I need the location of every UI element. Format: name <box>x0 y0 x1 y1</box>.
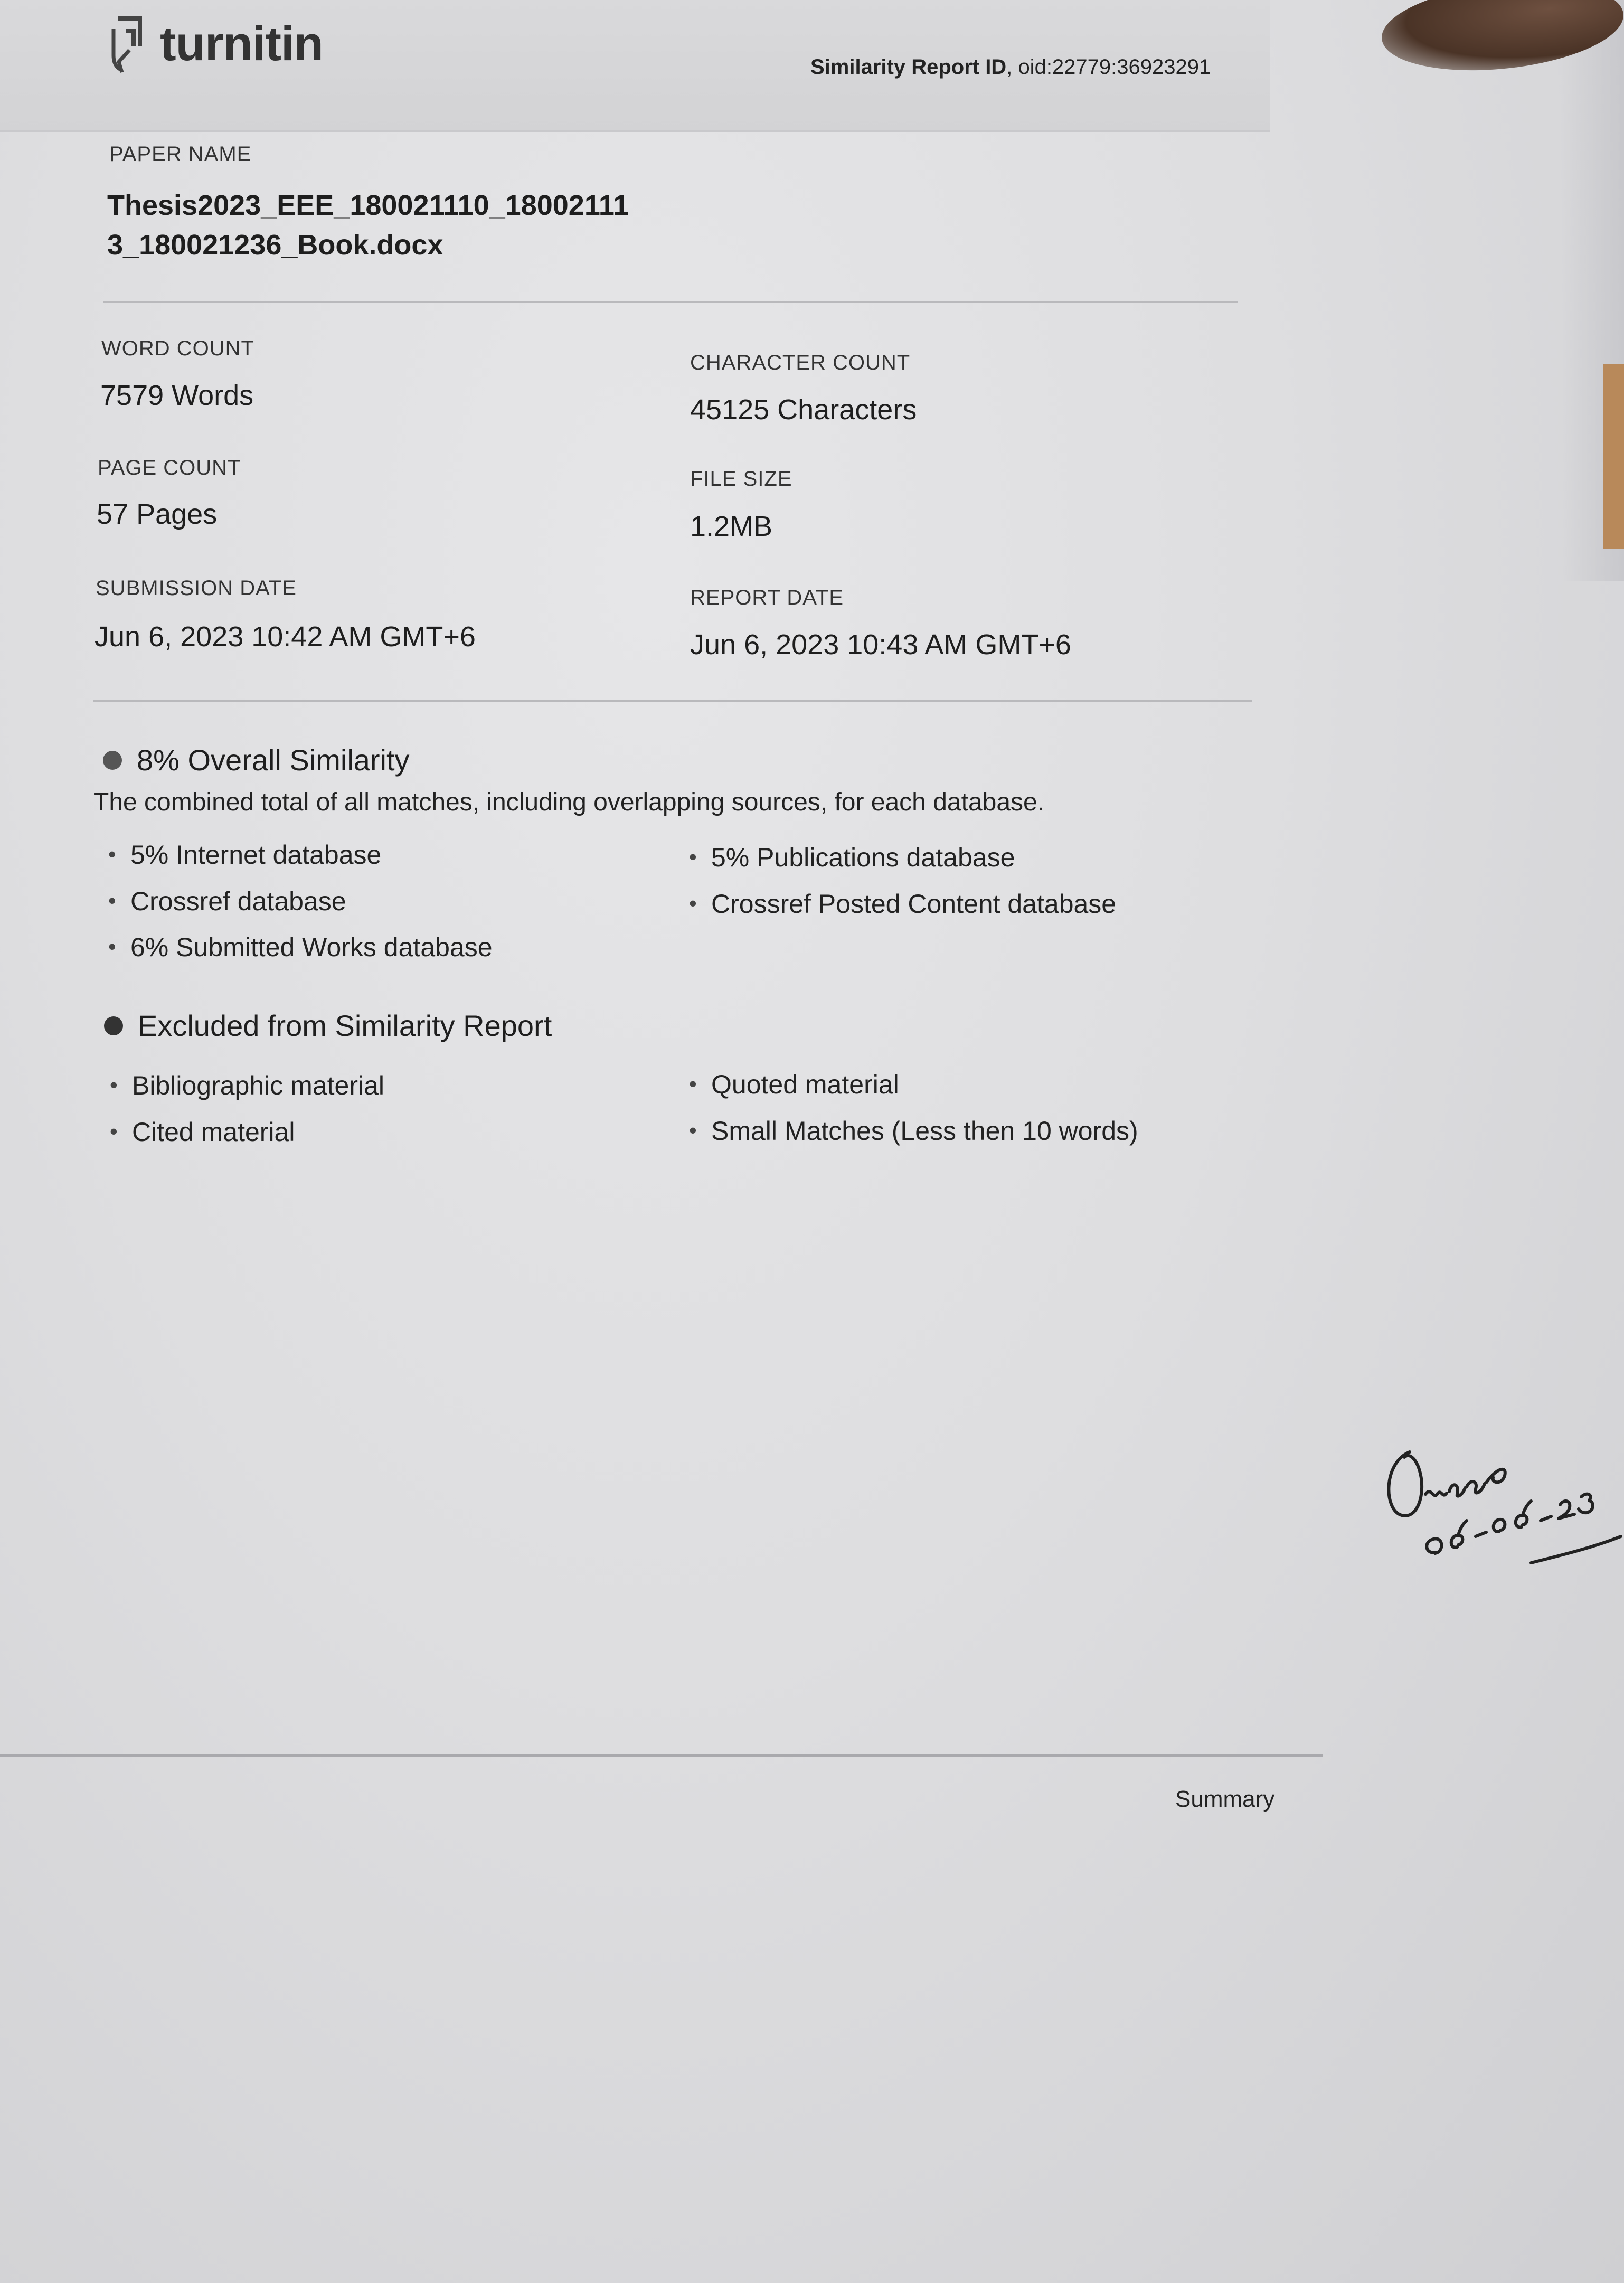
report-date-value: Jun 6, 2023 10:43 AM GMT+6 <box>690 629 1071 661</box>
excluded-item-small-matches: • Small Matches (Less then 10 words) <box>689 1116 1138 1146</box>
character-count-label: CHARACTER COUNT <box>690 351 911 374</box>
word-count-label: WORD COUNT <box>101 337 254 360</box>
similarity-item-internet: • 5% Internet database <box>108 839 381 870</box>
excluded-item-quoted: • Quoted material <box>689 1069 899 1100</box>
word-count-value: 7579 Words <box>100 380 254 411</box>
submission-date-value: Jun 6, 2023 10:42 AM GMT+6 <box>95 621 476 653</box>
paper-name-value <box>107 186 629 265</box>
similarity-bullet-icon <box>103 751 122 770</box>
report-header <box>0 0 1270 132</box>
excluded-bullet-icon <box>104 1016 123 1035</box>
overall-similarity-description: The combined total of all matches, including overlapping sources, for each database. <box>93 788 1045 816</box>
excluded-title <box>104 1008 552 1043</box>
desk-edge <box>1603 364 1624 549</box>
excluded-item-bibliographic: • Bibliographic material <box>110 1070 384 1101</box>
page-count-value: 57 Pages <box>97 498 218 530</box>
file-size-label: FILE SIZE <box>690 467 792 490</box>
turnitin-logo <box>108 13 323 74</box>
overall-similarity-text: 8% Overall Similarity <box>137 743 410 777</box>
divider-top <box>103 301 1238 303</box>
divider-middle <box>93 700 1252 702</box>
similarity-item-publications: • 5% Publications database <box>689 842 1015 873</box>
character-count-value: 45125 Characters <box>690 394 917 426</box>
page-count-label: PAGE COUNT <box>98 456 241 479</box>
report-id-value: oid:22779:36923291 <box>1018 55 1211 79</box>
excluded-item-cited: • Cited material <box>110 1117 295 1147</box>
similarity-item-submitted-works: • 6% Submitted Works database <box>108 932 493 963</box>
similarity-report-id: Similarity Report ID, oid:22779:36923291 <box>810 55 1211 79</box>
excluded-title-text: Excluded from Similarity Report <box>138 1009 552 1042</box>
footer-divider <box>0 1754 1323 1757</box>
report-date-label: REPORT DATE <box>690 586 844 609</box>
logo-text: turnitin <box>160 16 323 71</box>
file-size-value: 1.2MB <box>690 511 773 542</box>
footer-summary-label: Summary <box>1175 1786 1275 1812</box>
paper-name-line-2: 3_180021236_Book.docx <box>107 229 443 261</box>
submission-date-label: SUBMISSION DATE <box>96 577 297 600</box>
handwritten-signature <box>1373 1436 1624 1595</box>
overall-similarity-title <box>103 743 410 777</box>
turnitin-logo-icon <box>108 13 149 74</box>
paper-name-line-1: Thesis2023_EEE_180021110_18002111 <box>107 190 629 221</box>
paper-name-label: PAPER NAME <box>109 143 252 166</box>
report-id-label: Similarity Report ID <box>810 55 1007 79</box>
similarity-item-crossref-posted: • Crossref Posted Content database <box>689 889 1116 919</box>
similarity-item-crossref: • Crossref database <box>108 886 346 917</box>
